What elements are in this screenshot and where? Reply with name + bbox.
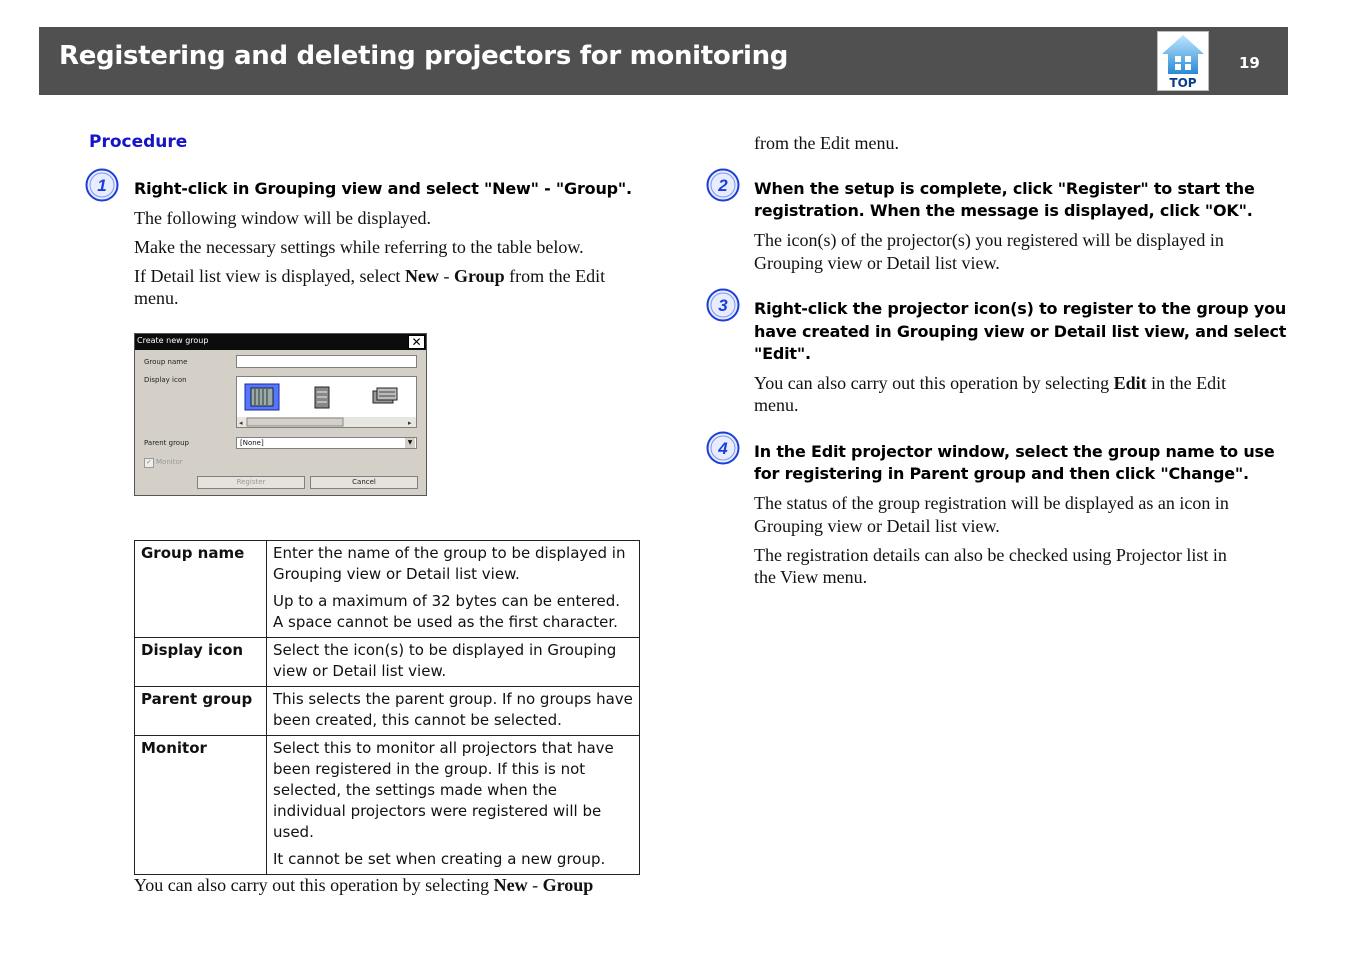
step-3-text-1: You can also carry out this operation by selecting Edit in the Edit xyxy=(754,373,1227,393)
chevron-down-icon: ▼ xyxy=(405,438,415,448)
parent-group-label: Parent group xyxy=(144,439,189,447)
parent-group-value: [None] xyxy=(240,439,264,447)
step-2-badge-icon xyxy=(706,168,740,202)
group-name-field[interactable] xyxy=(236,355,417,368)
table-value: Enter the name of the group to be displayed in Grouping view or Detail list view. Up to a maximum of 32 bytes can be entered. A space cannot be used as the first character. xyxy=(267,541,640,638)
step-1-title: Right-click in Grouping view and select "New" - "Group". xyxy=(134,179,632,198)
display-icon-label: Display icon xyxy=(144,376,187,384)
procedure-heading: Procedure xyxy=(89,132,188,152)
bottom-note-continued: from the Edit menu. xyxy=(754,133,899,153)
table-key: Monitor xyxy=(135,736,267,875)
step-2-text-1: The icon(s) of the projector(s) you registered will be displayed in xyxy=(754,230,1224,250)
step-1-text-3b: menu. xyxy=(134,288,179,308)
step-4-text-4: the View menu. xyxy=(754,567,868,587)
table-row xyxy=(135,638,640,687)
register-button[interactable]: Register xyxy=(197,476,305,489)
table-key: Parent group xyxy=(135,687,267,736)
step-1-badge-icon xyxy=(85,168,119,202)
display-icon-list[interactable] xyxy=(236,376,417,428)
step-1-text-2: Make the necessary settings while referring to the table below. xyxy=(134,237,584,257)
step-1-text-3: If Detail list view is displayed, select New - Group from the Edit xyxy=(134,266,606,286)
step-3-title-2: have created in Grouping view or Detail list view, and select xyxy=(754,322,1287,341)
page-title: Registering and deleting projectors for monitoring xyxy=(59,41,789,71)
cancel-button[interactable]: Cancel xyxy=(310,476,418,489)
display-icon-options xyxy=(237,377,416,427)
group-name-label: Group name xyxy=(144,358,188,366)
settings-table xyxy=(134,540,640,875)
step-1-number: 1 xyxy=(97,176,107,195)
svg-text:◂: ◂ xyxy=(239,419,243,427)
create-new-group-dialog xyxy=(134,333,427,496)
step-3-text-2: menu. xyxy=(754,395,799,415)
step-1-text-1: The following window will be displayed. xyxy=(134,208,431,228)
table-row xyxy=(135,541,640,638)
monitor-label: Monitor xyxy=(156,458,183,466)
table-value: Select this to monitor all projectors that have been registered in the group. If this is not selected, the settings made when the individual projectors were registered will be used. It cannot be set when creating a new group. xyxy=(267,736,640,875)
step-4-title-1: In the Edit projector window, select the group name to use xyxy=(754,442,1275,461)
step-2-text-2: Grouping view or Detail list view. xyxy=(754,253,1000,273)
table-key: Display icon xyxy=(135,638,267,687)
step-4-title-2: for registering in Parent group and then click "Change". xyxy=(754,464,1249,483)
table-value: This selects the parent group. If no groups have been created, this cannot be selected. xyxy=(267,687,640,736)
page-header xyxy=(39,27,1288,95)
step-4-number: 4 xyxy=(718,439,728,458)
step-4-text-1: The status of the group registration will be displayed as an icon in xyxy=(754,493,1229,513)
table-row xyxy=(135,736,640,875)
page-number: 19 xyxy=(1239,54,1260,72)
step-4-text-2: Grouping view or Detail list view. xyxy=(754,516,1000,536)
step-2-title-1: When the setup is complete, click "Register" to start the xyxy=(754,179,1255,198)
step-4-badge-icon xyxy=(706,431,740,465)
top-home-link[interactable] xyxy=(1157,31,1209,91)
table-row xyxy=(135,687,640,736)
step-3-number: 3 xyxy=(718,296,728,315)
step-2-number: 2 xyxy=(718,176,728,195)
step-4-text-3: The registration details can also be checked using Projector list in xyxy=(754,545,1227,565)
monitor-checkbox[interactable]: ✓ xyxy=(144,458,154,468)
step-3-title-1: Right-click the projector icon(s) to register to the group you xyxy=(754,299,1287,318)
svg-text:▸: ▸ xyxy=(408,419,412,427)
close-icon[interactable]: ✕ xyxy=(408,335,425,349)
table-key: Group name xyxy=(135,541,267,638)
parent-group-select[interactable] xyxy=(236,437,417,449)
top-label: TOP xyxy=(1169,76,1197,90)
step-2-title-2: registration. When the message is displayed, click "OK". xyxy=(754,201,1253,220)
dialog-title: Create new group xyxy=(137,336,209,345)
step-3-title-3: "Edit". xyxy=(754,344,811,363)
step-3-badge-icon xyxy=(706,288,740,322)
bottom-note: You can also carry out this operation by selecting New - Group xyxy=(134,875,594,895)
house-icon xyxy=(1158,32,1208,76)
dialog-titlebar xyxy=(135,334,426,350)
table-value: Select the icon(s) to be displayed in Grouping view or Detail list view. xyxy=(267,638,640,687)
